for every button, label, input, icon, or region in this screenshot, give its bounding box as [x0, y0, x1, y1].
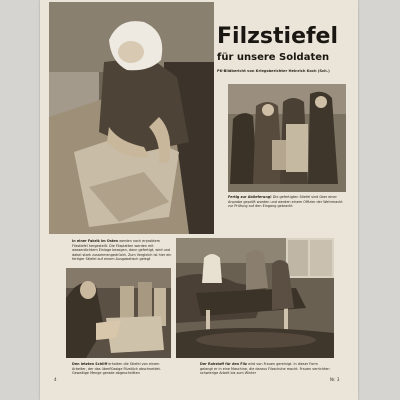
caption-bottom-right-lead: Der Rohstoff für den Filz	[200, 362, 247, 366]
caption-top-right	[228, 195, 346, 209]
main-photo-image	[49, 2, 214, 234]
caption-middle-left-text: werden nach erprobtem Filzstiefel hergestellt. Die Filzplatten werden mit wasserdichtem Einlage bezogen, dann gefertigt, wird und dabei stark zusammengedrückt. Zum Vergleich ist hier ein fertiger Stiefel auf einem Ausgabetisch gelegt	[72, 239, 172, 262]
wool-sorting-photo	[176, 238, 334, 358]
inspection-photo-image	[228, 84, 346, 192]
caption-middle-left-lead: In einer Fabrik im Osten	[72, 239, 119, 243]
wool-sorting-photo-image	[176, 238, 334, 358]
caption-top-right-text: Die gefertigten Stiefel sind über einer Anprobe geprüft worden und werden einem Offizier der Wehrmacht zur Prüfung auf den Eingang gebracht	[228, 195, 343, 209]
caption-bottom-right	[200, 362, 330, 376]
caption-bottom-left-text: erhalten die Stiefel von einem Arbeiter, der das überflüssige Filzstück abschneidet. Gewaltige Menge gerade abgeschnitten	[72, 362, 161, 376]
caption-top-right-lead: Fertig zur Ablieferung!	[228, 195, 272, 199]
page-subheadline: für unsere Soldaten	[217, 52, 330, 63]
page-number-left: 4	[54, 377, 57, 382]
page-number-right: Nr. 3	[330, 377, 340, 382]
caption-bottom-right-text: wird von Frauen gereinigt. In dieser Form gelangt er in eine Maschine, die daraus Filzschuhe macht. Frauen verrichten schwierige Arbeit bis zum Winter	[200, 362, 330, 376]
caption-bottom-left-lead: Den letzten Schliff	[72, 362, 108, 366]
main-photo	[49, 2, 214, 234]
page-headline: Filzstiefel	[217, 24, 339, 49]
photo-credit: PK-Bildbericht von Kriegsberichter Heinrich Koch (Sch.)	[217, 69, 330, 73]
trimming-photo-image	[66, 268, 171, 358]
caption-middle-left	[72, 239, 172, 262]
magazine-page	[40, 0, 358, 400]
trimming-photo	[66, 268, 171, 358]
inspection-photo	[228, 84, 346, 192]
caption-bottom-left	[72, 362, 172, 376]
